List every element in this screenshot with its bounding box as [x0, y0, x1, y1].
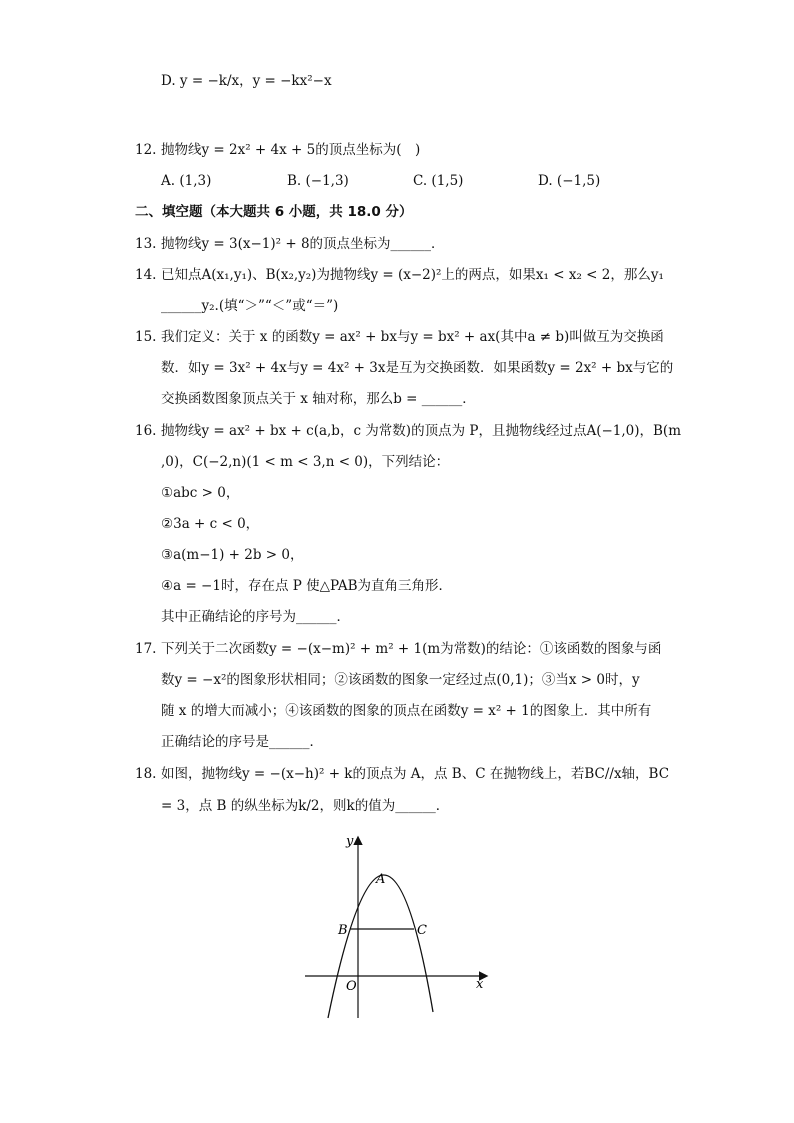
q16-conclusion: ③a(m−1) + 2b > 0，	[161, 547, 304, 563]
q12-number: 12.	[135, 142, 157, 158]
q14-line: ______y₂.(填“＞”“＜”或“＝”)	[161, 298, 339, 314]
q16-number: 16.	[135, 423, 157, 439]
q17-line: 下列关于二次函数y = −(x−m)² + m² + 1(m为常数)的结论：①该函数的图象与函	[161, 641, 662, 657]
q16-conclusion: ②3a + c < 0，	[161, 516, 260, 532]
q17-line: 随 x 的增大而减小；④该函数的图象的顶点在函数y = x² + 1的图象上．其中所有	[161, 703, 652, 719]
q12-option-c: C. (1,5)	[413, 173, 464, 189]
q14-number: 14.	[135, 267, 157, 283]
point-a-label: A	[376, 872, 386, 887]
q16-line: 其中正确结论的序号为______．	[161, 609, 350, 625]
q13-line: 抛物线y = 3(x−1)² + 8的顶点坐标为______．	[161, 236, 445, 252]
origin-label: O	[346, 979, 357, 994]
q14-line: 已知点A(x₁,y₁)、B(x₂,y₂)为抛物线y = (x−2)²上的两点，如果x₁ < x₂ < 2，那么y₁	[161, 267, 664, 283]
point-c-label: C	[417, 923, 427, 938]
q17-number: 17.	[135, 641, 157, 657]
parabola-curve	[328, 875, 433, 1018]
q12-option-b: B. (−1,3)	[287, 173, 349, 189]
q12-stem: 抛物线y = 2x² + 4x + 5的顶点坐标为( )	[161, 142, 421, 158]
x-axis-label: x	[476, 977, 484, 992]
y-axis-label: y	[346, 834, 354, 849]
q15-number: 15.	[135, 329, 157, 345]
q11-option-d: D. y = −k/x，y = −kx²−x	[161, 73, 332, 89]
q16-conclusion: ④a = −1时，存在点 P 使△PAB为直角三角形．	[161, 578, 453, 594]
q16-line: ,0)，C(−2,n)(1 < m < 3,n < 0)，下列结论：	[161, 454, 450, 470]
q15-line: 交换函数图象顶点关于 x 轴对称，那么b = ______．	[161, 391, 476, 407]
q15-line: 数．如y = 3x² + 4x与y = 4x² + 3x是互为交换函数．如果函数y = 2x² + bx与它的	[161, 360, 674, 376]
q16-conclusion: ①abc > 0，	[161, 485, 240, 501]
q16-line: 抛物线y = ax² + bx + c(a,b，c 为常数)的顶点为 P，且抛物线经过点A(−1,0)，B(m	[161, 423, 681, 439]
q17-line: 数y = −x²的图象形状相同；②该函数的图象一定经过点(0,1)；③当x > 0时，y	[161, 672, 640, 688]
q13-number: 13.	[135, 236, 157, 252]
q17-line: 正确结论的序号是______．	[161, 734, 323, 750]
q18-line: = 3，点 B 的纵坐标为k/2，则k的值为______．	[161, 798, 450, 814]
q15-line: 我们定义：关于 x 的函数y = ax² + bx与y = bx² + ax(其中a ≠ b)叫做互为交换函	[161, 329, 664, 345]
section-title: 二、填空题（本大题共 6 小题，共 18.0 分）	[135, 204, 413, 220]
q18-number: 18.	[135, 766, 157, 782]
q12-option-a: A. (1,3)	[161, 173, 212, 189]
q12-option-d: D. (−1,5)	[538, 173, 601, 189]
q18-line: 如图，抛物线y = −(x−h)² + k的顶点为 A，点 B、C 在抛物线上，若BC//x轴，BC	[161, 766, 670, 782]
point-b-label: B	[338, 923, 348, 938]
